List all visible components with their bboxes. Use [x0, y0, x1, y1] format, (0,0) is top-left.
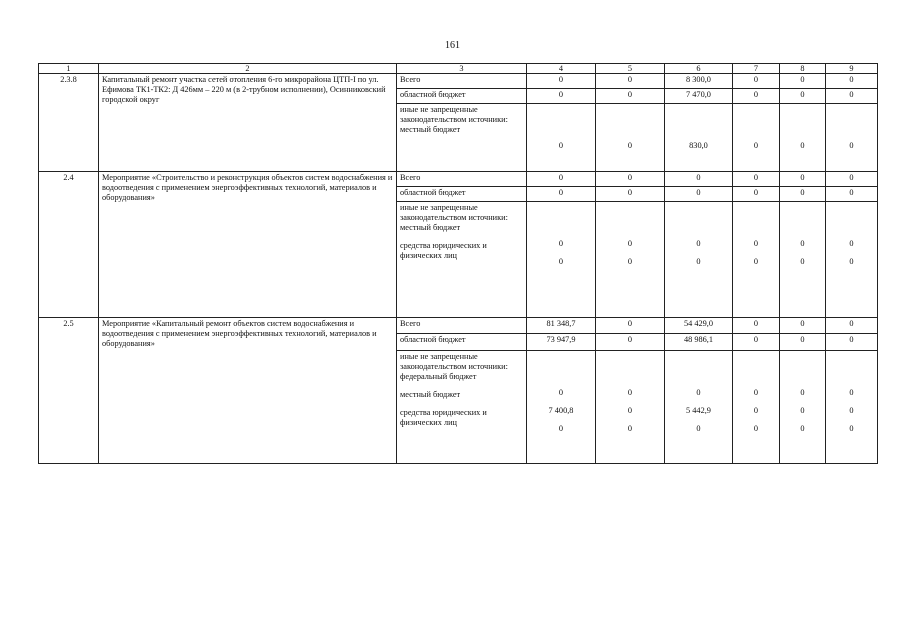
value-cell: 0: [849, 388, 854, 397]
other-source-line: местный бюджет: [400, 125, 461, 135]
value-cell: 0: [558, 141, 564, 150]
value-cell: 0: [826, 172, 878, 187]
column-header: 4: [527, 64, 596, 74]
value-cell: 0: [800, 141, 805, 150]
value-cell: 0: [733, 89, 780, 104]
section-id: 2.3.8: [39, 74, 99, 172]
value-cell-group: [527, 351, 596, 464]
value-cell: 0: [849, 141, 854, 150]
value-cell: 0: [733, 187, 780, 202]
value-cell: 0: [826, 89, 878, 104]
other-sources-label: иные не запрещенные законодательством источники:: [400, 352, 508, 372]
value-cell: 0: [596, 318, 665, 334]
value-cell: 0: [826, 74, 878, 89]
value-cell-group: [733, 351, 780, 464]
column-header: 6: [665, 64, 733, 74]
section-title: Капитальный ремонт участка сетей отопления 6-го микрорайона ЦТП-I по ул. Ефимова ТК1-ТК2: Д 426мм – 220 м (в 2-трубном исполнении), Осинниковский городской округ: [99, 74, 397, 172]
value-cell: 0: [558, 424, 564, 433]
value-cell: 0: [527, 74, 596, 89]
funding-source-other: [397, 104, 527, 172]
value-cell: 0: [849, 239, 854, 248]
other-source-line: местный бюджет: [400, 223, 461, 233]
value-cell: 0: [627, 424, 633, 433]
section-title: Мероприятие «Строительство и реконструкция объектов систем водоснабжения и водоотведения с применением энергоэффективных технологий, материалов и оборудования»: [99, 172, 397, 318]
value-cell-group: [826, 202, 878, 318]
value-cell-group: [780, 351, 826, 464]
value-cell: 0: [696, 239, 701, 248]
value-cell: 0: [800, 257, 805, 266]
value-cell: 0: [665, 172, 733, 187]
value-cell: 54 429,0: [665, 318, 733, 334]
value-cell: 0: [527, 172, 596, 187]
value-cell: 8 300,0: [665, 74, 733, 89]
value-cell: 0: [800, 406, 805, 415]
value-cell: 0: [753, 406, 759, 415]
value-cell: 0: [733, 318, 780, 334]
value-cell-group: [665, 351, 733, 464]
funding-source: Всего: [397, 74, 527, 89]
value-cell: 0: [780, 334, 826, 351]
value-cell: 5 442,9: [686, 406, 711, 415]
other-sources-label: иные не запрещенные законодательством источники:: [400, 105, 508, 125]
other-source-line: местный бюджет: [400, 390, 461, 400]
value-cell-group: [527, 202, 596, 318]
header-row: [39, 64, 878, 74]
value-cell: 48 986,1: [665, 334, 733, 351]
value-cell: 0: [558, 388, 564, 397]
value-cell-group: [665, 104, 733, 172]
value-cell: 0: [627, 141, 633, 150]
value-cell: 830,0: [689, 141, 708, 150]
value-cell: 0: [826, 318, 878, 334]
section-id: 2.5: [39, 318, 99, 464]
value-cell: 0: [596, 334, 665, 351]
value-cell: 0: [696, 257, 701, 266]
other-source-line: средства юридических и физических лиц: [400, 241, 487, 261]
value-cell: 0: [696, 388, 701, 397]
column-header: 5: [596, 64, 665, 74]
column-header: 1: [39, 64, 99, 74]
value-cell: 0: [753, 424, 759, 433]
value-cell: 0: [849, 257, 854, 266]
value-cell-group: [780, 104, 826, 172]
value-cell: 0: [627, 239, 633, 248]
value-cell: 7 400,8: [548, 406, 574, 415]
value-cell-group: [596, 104, 665, 172]
funding-source: областной бюджет: [397, 187, 527, 202]
value-cell-group: [596, 351, 665, 464]
column-header: 9: [826, 64, 878, 74]
section-title: Мероприятие «Капитальный ремонт объектов систем водоснабжения и водоотведения с применением энергоэффективных технологий, материалов и оборудования»: [99, 318, 397, 464]
value-cell: 0: [627, 257, 633, 266]
value-cell: 0: [596, 187, 665, 202]
other-sources-label: иные не запрещенные законодательством источники:: [400, 203, 508, 223]
column-header: 8: [780, 64, 826, 74]
funding-source: областной бюджет: [397, 334, 527, 351]
column-header: 2: [99, 64, 397, 74]
value-cell: 0: [627, 406, 633, 415]
other-source-line: средства юридических и физических лиц: [400, 408, 487, 428]
value-cell: 0: [665, 187, 733, 202]
value-cell: 0: [527, 187, 596, 202]
value-cell: 0: [849, 424, 854, 433]
funding-source: областной бюджет: [397, 89, 527, 104]
value-cell: 0: [733, 172, 780, 187]
value-cell: 0: [753, 257, 759, 266]
value-cell: 0: [826, 187, 878, 202]
value-cell: 0: [558, 239, 564, 248]
funding-source-other: [397, 202, 527, 318]
funding-source: Всего: [397, 318, 527, 334]
value-cell: 0: [849, 406, 854, 415]
value-cell: 0: [596, 89, 665, 104]
value-cell: 0: [596, 172, 665, 187]
funding-source: Всего: [397, 172, 527, 187]
value-cell: 0: [733, 334, 780, 351]
value-cell-group: [665, 202, 733, 318]
value-cell: 0: [527, 89, 596, 104]
value-cell: 0: [826, 334, 878, 351]
value-cell: 81 348,7: [527, 318, 596, 334]
page-number: 161: [445, 40, 460, 51]
value-cell: 73 947,9: [527, 334, 596, 351]
value-cell: 0: [780, 74, 826, 89]
value-cell: 0: [800, 424, 805, 433]
value-cell: 0: [733, 74, 780, 89]
value-cell: 0: [627, 388, 633, 397]
value-cell-group: [780, 202, 826, 318]
value-cell: 0: [753, 388, 759, 397]
other-source-line: федеральный бюджет: [400, 372, 477, 382]
table-row: [39, 318, 878, 334]
value-cell: 0: [780, 89, 826, 104]
value-cell: 0: [800, 388, 805, 397]
section-id: 2.4: [39, 172, 99, 318]
value-cell: 0: [696, 424, 701, 433]
value-cell: 7 470,0: [665, 89, 733, 104]
value-cell-group: [733, 104, 780, 172]
value-cell: 0: [753, 141, 759, 150]
value-cell: 0: [596, 74, 665, 89]
budget-table: [38, 63, 878, 464]
column-header: 3: [397, 64, 527, 74]
value-cell-group: [826, 351, 878, 464]
value-cell: 0: [753, 239, 759, 248]
table-row: [39, 74, 878, 89]
value-cell: 0: [558, 257, 564, 266]
value-cell-group: [733, 202, 780, 318]
value-cell-group: [826, 104, 878, 172]
value-cell: 0: [780, 172, 826, 187]
value-cell: 0: [780, 187, 826, 202]
value-cell-group: [596, 202, 665, 318]
table-row: [39, 172, 878, 187]
value-cell-group: [527, 104, 596, 172]
column-header: 7: [733, 64, 780, 74]
value-cell: 0: [800, 239, 805, 248]
value-cell: 0: [780, 318, 826, 334]
funding-source-other: [397, 351, 527, 464]
